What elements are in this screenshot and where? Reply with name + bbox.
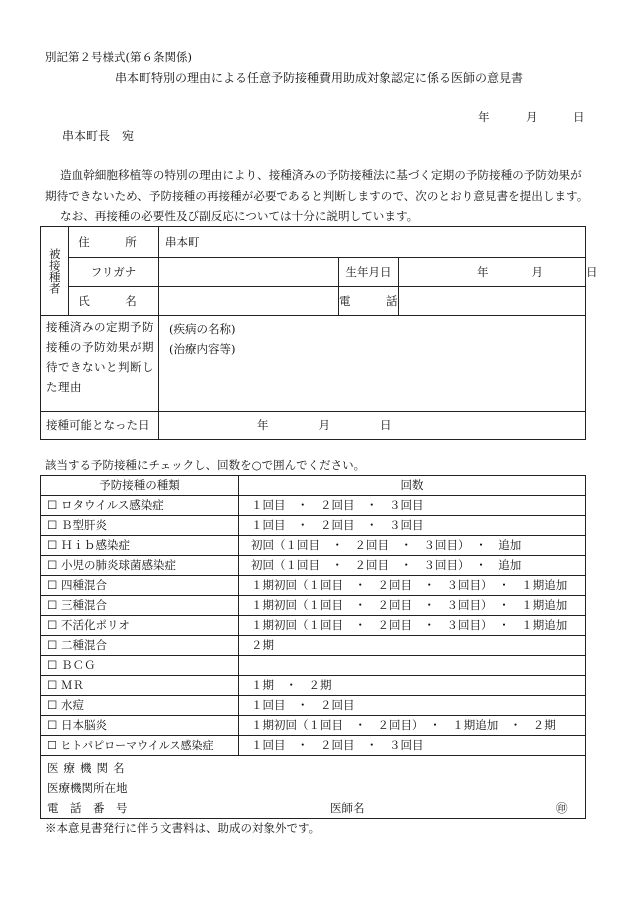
table-row — [41, 736, 586, 756]
table-row — [41, 556, 586, 576]
vaccine-checkbox-row-1[interactable]: ☐ ロタウイルス感染症 — [41, 496, 239, 516]
dose-options-9[interactable] — [239, 656, 586, 676]
vaccine-checkbox-row-9[interactable]: ☐ ＢＣＧ — [41, 656, 239, 676]
dose-options-8[interactable]: ２期 — [239, 636, 586, 656]
dose-options-13[interactable]: １回目 ・ ２回目 ・ ３回目 — [239, 736, 586, 756]
birth-year-label: 年 — [477, 264, 489, 279]
dose-options-12[interactable]: １期初回（１回目 ・ ２回目） ・ １期追加 ・ ２期 — [239, 716, 586, 736]
furigana-label: フリガナ — [69, 258, 159, 287]
dose-options-7[interactable]: １期初回（１回目 ・ ２回目 ・ ３回目） ・ １期追加 — [239, 616, 586, 636]
table-row — [41, 596, 586, 616]
footnote: ※本意見書発行に伴う文書料は、助成の対象外です。 — [45, 821, 321, 835]
clinic-info-cell[interactable] — [41, 756, 586, 819]
page-title: 串本町特別の理由による任意予防接種費用助成対象認定に係る医師の意見書 — [115, 71, 524, 85]
name-label: 氏 名 — [69, 287, 159, 316]
available-date-label: 接種可能となった日 — [41, 412, 159, 440]
date-month-label: 月 — [526, 110, 538, 124]
vaccine-checkbox-row-10[interactable]: ☐ ＭＲ — [41, 676, 239, 696]
dose-options-5[interactable]: １期初回（１回目 ・ ２回目 ・ ３回目） ・ １期追加 — [239, 576, 586, 596]
vaccine-table — [40, 475, 586, 819]
vaccine-checkbox-row-4[interactable]: ☐ 小児の肺炎球菌感染症 — [41, 556, 239, 576]
doctor-name-label: 医師名 — [330, 801, 365, 815]
clinic-name-label: 医療機関名 — [47, 761, 130, 775]
vaccine-checkbox-row-5[interactable]: ☐ 四種混合 — [41, 576, 239, 596]
vaccine-checkbox-row-8[interactable]: ☐ 二種混合 — [41, 636, 239, 656]
address-label: 住 所 — [69, 227, 159, 258]
table-row — [41, 636, 586, 656]
dose-options-2[interactable]: １回目 ・ ２回目 ・ ３回目 — [239, 516, 586, 536]
table-row — [41, 656, 586, 676]
table-row — [41, 716, 586, 736]
address-value[interactable]: 串本町 — [159, 227, 586, 258]
birth-month-label: 月 — [531, 264, 543, 279]
vaccine-checkbox-row-6[interactable]: ☐ 三種混合 — [41, 596, 239, 616]
form-number: 別記第２号様式(第６条関係) — [45, 50, 192, 64]
available-year-label: 年 — [257, 418, 269, 433]
table-row — [41, 676, 586, 696]
recipient-table — [40, 226, 598, 440]
birth-day-label: 日 — [586, 264, 598, 279]
dose-count-header: 回数 — [239, 476, 586, 496]
dose-options-1[interactable]: １回目 ・ ２回目 ・ ３回目 — [239, 496, 586, 516]
reason-label: 接種済みの定期予防接種の予防効果が期待できないと判断した理由 — [41, 316, 159, 412]
phone-field[interactable] — [399, 287, 586, 316]
vaccine-checkbox-row-2[interactable]: ☐ Ｂ型肝炎 — [41, 516, 239, 536]
available-day-label: 日 — [380, 418, 392, 433]
table-row — [41, 496, 586, 516]
vaccine-checkbox-row-11[interactable]: ☐ 水痘 — [41, 696, 239, 716]
table-row — [41, 516, 586, 536]
date-day-label: 日 — [573, 110, 585, 124]
furigana-field[interactable] — [159, 258, 339, 287]
reason-field[interactable] — [159, 316, 586, 412]
check-instruction: 該当する予防接種にチェックし、回数を○で囲んでください。 — [45, 458, 366, 472]
dose-options-11[interactable]: １回目 ・ ２回目 — [239, 696, 586, 716]
birth-date-label: 生年月日 — [339, 258, 399, 287]
table-row — [41, 616, 586, 636]
name-field[interactable] — [159, 287, 339, 316]
table-row — [41, 576, 586, 596]
vaccine-checkbox-row-7[interactable]: ☐ 不活化ポリオ — [41, 616, 239, 636]
dose-options-10[interactable]: １期 ・ ２期 — [239, 676, 586, 696]
vaccine-checkbox-row-13[interactable]: ☐ ヒトパピローマウイルス感染症 — [41, 736, 239, 756]
table-row — [41, 536, 586, 556]
vaccine-type-header: 予防接種の種類 — [41, 476, 239, 496]
vaccine-checkbox-row-12[interactable]: ☐ 日本脳炎 — [41, 716, 239, 736]
available-month-label: 月 — [318, 418, 330, 433]
intro-line-3: なお、再接種の必要性及び副反応については十分に説明しています。 — [60, 209, 419, 223]
birth-date-field[interactable] — [399, 258, 598, 287]
phone-label: 電 話 — [339, 287, 399, 316]
recipient-section-label: 被接種者 — [41, 227, 69, 316]
table-row — [41, 696, 586, 716]
dose-options-4[interactable]: 初回（１回目 ・ ２回目 ・ ３回目） ・ 追加 — [239, 556, 586, 576]
intro-line-1: 造血幹細胞移植等の特別の理由により、接種済みの予防接種法に基づく定期の予防接種の予防効果が — [60, 168, 582, 182]
seal-mark: ㊞ — [556, 801, 568, 815]
treatment-label: (治療内容等) — [169, 342, 236, 356]
date-year-label: 年 — [478, 110, 490, 124]
clinic-phone-label: 電 話 番 号 — [47, 801, 128, 815]
disease-name-label: (疾病の名称) — [169, 322, 236, 336]
intro-line-2: 期待できないため、予防接種の再接種が必要であると判断しますので、次のとおり意見書を提出します。 — [45, 189, 589, 203]
clinic-address-label: 医療機関所在地 — [47, 781, 128, 795]
dose-options-3[interactable]: 初回（１回目 ・ ２回目 ・ ３回目） ・ 追加 — [239, 536, 586, 556]
available-date-field[interactable] — [159, 412, 586, 440]
addressee: 串本町長 宛 — [62, 129, 135, 143]
vaccine-checkbox-row-3[interactable]: ☐ Ｈｉｂ感染症 — [41, 536, 239, 556]
dose-options-6[interactable]: １期初回（１回目 ・ ２回目 ・ ３回目） ・ １期追加 — [239, 596, 586, 616]
